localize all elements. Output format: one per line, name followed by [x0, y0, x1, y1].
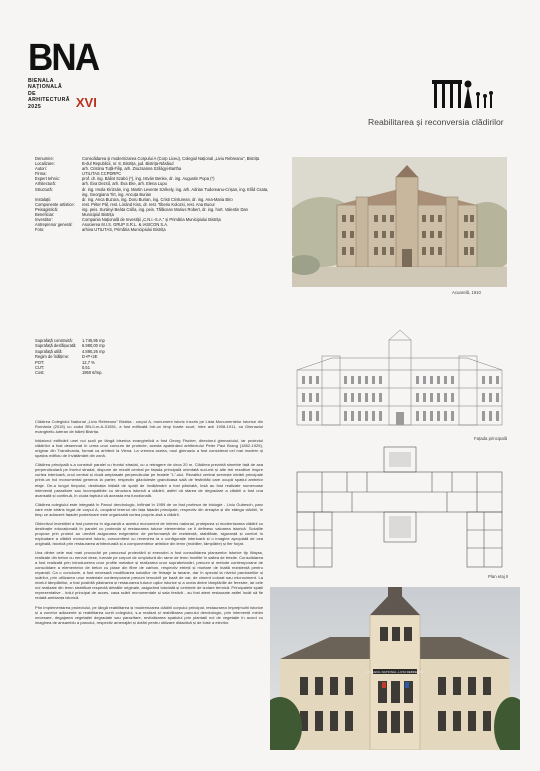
detail-key: Localizare:: [35, 161, 55, 167]
detail-value: rest. Péter Pál, rest. Lóránd Kiss, dr. rest. Tiberiu Kolozsi, rest. Ana Bucur: [82, 201, 215, 207]
stat-value: 1950 €/mp.: [82, 370, 103, 376]
facade-photo: [270, 587, 520, 750]
stat-value: 0,51: [82, 365, 90, 371]
school-sign-text: COLEGIUL NAȚIONAL „LIVIU REBREANU”: [365, 670, 425, 674]
building-silhouette-icon: [432, 76, 502, 115]
detail-value: arhiva UTILITAS, Primăria Municipiului Bistrița: [82, 227, 166, 233]
caption-facade: Fațada principală: [474, 436, 507, 441]
stat-row: [35, 370, 155, 375]
detail-key: Denumire:: [35, 156, 54, 161]
project-description: [35, 419, 263, 629]
stat-value: 4.890,26 mp: [82, 348, 105, 354]
bna-subtitle-line: DE: [28, 90, 37, 97]
detail-key: Foto:: [35, 227, 45, 233]
detail-key: Beneficiar:: [35, 212, 55, 218]
detail-key: Investitor:: [35, 217, 53, 223]
detail-key: Instalații:: [35, 196, 52, 202]
detail-value: dr. ing. Anca Buzura, ing. Doru Burian, ing. Cristi Cristurean, dr. ing. Ana-Maria Biro: [82, 196, 233, 202]
stat-key: Suprafață desfășurată:: [35, 343, 77, 349]
bna-subtitle: [28, 78, 70, 110]
caption-watercolor: Acuarelă, 1910: [452, 290, 481, 295]
detail-value: arh. Cristina Tuță-Filip, arh. Zsuzsanna Szilágyi-Bartha: [82, 166, 182, 172]
detail-key: Expert tehnic:: [35, 176, 61, 182]
edition-label: XVI: [75, 95, 97, 111]
main-facade-drawing: [292, 330, 507, 420]
stat-key: Suprafață construită:: [35, 338, 73, 343]
stat-value: 12,7 %: [82, 359, 95, 365]
detail-key: Componente artistice:: [35, 201, 75, 207]
detail-key: Arhitectură:: [35, 181, 56, 187]
project-details: [35, 156, 270, 232]
detail-key: Antreprenor general:: [35, 222, 73, 228]
detail-row: [35, 227, 270, 232]
detail-row: [35, 187, 270, 197]
detail-value: ing. peis. Surányi Beáta Csilla, ing. peis. Tălăcean Marius Robert, dr. ing. hort. Valentin Dan: [82, 206, 248, 212]
detail-key: Peisagistică:: [35, 206, 58, 212]
detail-value: arh. Éva Dezső, arh. Éva Eke, arh. Elena Lupu: [82, 181, 167, 187]
detail-value: Municipiul Bistrița: [82, 212, 114, 218]
detail-key: Firma:: [35, 171, 47, 177]
bna-logo: [28, 37, 108, 140]
bna-subtitle-line: BIENALA: [28, 78, 54, 84]
bna-subtitle-line: NAȚIONALĂ: [28, 84, 63, 91]
description-paragraph: Clădirea colegiului este integrată în Parcul dendrologic, înființat în 1959 de un fost profesor de biologie - Liviu Gubesch, parc care este strâns legat de corpul A, ocupând terenul din fața fațadei principale, respectiv din dreapta și din stânga clădirii, în timp ce adiacent fațadei posterioare este organizată curtea proprie-zisă a clădirii.: [35, 501, 263, 517]
bna-subtitle-line: ARHITECTURĂ: [28, 97, 70, 104]
description-paragraph: Obiectivul investiției a fost punerea în siguranță a acestui monument de interes național, protejarea și modernizarea clădirii cu destinație educațională în paralel cu protecția și restaurarea tuturor elementelor ce îi definesc valoarea istorică. Soluțiile propuse prin proiect au urmărit asigurarea exigențelor de performanță de rezistență, stabilitate, siguranță și confort în exploatare a clădirii monument istoric, concomitent cu revenirea la o configurație interioară și o imagine apropiată de cea originală, istorică prin restaurarea arhitecturală și a componentelor artistice din lemn (mobilier, tâmplărie) și fier forjat.: [35, 520, 263, 546]
caption-floor-plan: Plan etaj II: [488, 574, 509, 579]
stat-key: Regim de înălțime:: [35, 354, 70, 360]
detail-key: Structură:: [35, 186, 53, 192]
stat-key: Cost:: [35, 370, 45, 376]
stat-value: D+P+2E: [82, 354, 98, 360]
bna-subtitle-line: 2025: [28, 103, 42, 110]
detail-key: Autori:: [35, 166, 47, 172]
detail-value: Compania Națională de Investiții „C.N.I.-S.A.” și Primăria Municipiului Bistrița: [82, 217, 221, 223]
description-paragraph: Clădirea principală s-a construit paralel cu frontul stradal, cu o retragere de circa 20 m. Clădirea prezintă simetrie față de axa perpendiculară pe frontul stradal, dispune de rezalit central pe fațada principală orientată sud-est și alte trei rezaliturі înspre curtea interioară, unul central și două amplasate perpendicular pe brațele "L"-ului. Rezalitul central servește intrării principale printr-un hol monumental generos la parter, respectiv găzduiește grandioasa sală de festivități care ocupă spațiul ambelor etaje. De-a lungul timpului, destinația inițială de spații de învățământ a fost păstrată, însă au fost realizate numeroase intervenții parazitare sau incompatibile cu structura istorică a clădirii, astfel că starea de degradare a clădirii a fost una avansată și continuă, în ciuda faptului că aceasta era funcțională.: [35, 462, 263, 498]
bna-logo-letters: BNA: [28, 37, 99, 79]
detail-value: dr. ing. Imola Kirizsán, ing. Martin Levente Székely, ing. arh. Adrian Tudoreanu-Crișan, ing. Előd Csata, ing. Georgiana Tirt, ing. Ancuța Burian: [82, 186, 269, 197]
detail-value: Asocierea M.I.S. GRUP S.R.L. & IASICON S.A.: [82, 222, 169, 228]
stat-key: CUT:: [35, 365, 45, 371]
detail-value: B-dul Republicii, nr. 8, Bistrița, jud. Bistrița-Năsăud: [82, 161, 174, 167]
description-paragraph: Una dintre cele mai mari provocări pe parcursul proiectării și execuției a fost consolidarea planșeelor istorice tip Wayss, realizate din beton cu nervuri dese, turnate pe corpuri de umplutură din rame de lemn învelite în saltea de trestie. Consolidarea a fost realizată prin introducerea unor profile metalice și realizarea unor suprabetonări, precum și metode contemporane de consolidare a elementelor de beton cu plase din fibre de carbon, respectiv etrieții și mortare de înaltă rezistență pentru reparații. Ca o concluzie, a fost necesară modificarea soluțiilor de finisaje la tavane, dar în special la nivelul pardoselilor și scărilor, prin utilizarea unor materiale contemporane precum tencuieli pe bază de var, de ciment colorat sau microciment. La nivelul tâmplăriilor, a fost posibilă păstrarea și restaurarea tuturor uşilor istorice și a uneia dintre tâmplăriile de ferestre, iar cele noi realizate din lemn stratificat respectă detaliile originale, asigurând totodată și cerințele de izolare termică. Principalele spații reprezentative - holul principal de acces, casa scării monumentale și sala festivă - au fost atent restaurate astfel încât să fie redată ambianța istorică.: [35, 550, 263, 601]
category-label: Reabilitarea și reconversia clădirilor: [368, 117, 504, 127]
stat-value: 6.980,00 mp: [82, 343, 105, 349]
description-paragraph: Clădirea Colegiului Național „Liviu Rebreanu” Bistrița - corpul A, monument istoric înscris pe Lista Monumentelor Istorice din România (2015) cu codul BN-II-m-A-01551, a fost edificată într-un timp foarte scurt, între anii 1908-1911, ca Gimnaziul evanghelic-luteran de băieți Bistrița.: [35, 419, 263, 435]
floor-plan-drawing: [292, 442, 507, 570]
detail-value: Consolidarea și modernizarea Corpului A (Corp Liceu), Colegiul Național „Liviu Rebreanu”, Bistrița: [82, 156, 260, 161]
description-paragraph: Inițiatorul edificării unei noi școli pe lângă biserica evanghelică a fost Georg Fischer, directorul gimnaziului, iar proiectul clădirilor a fost desemnat în urma unui concurs de proiecte, acesta aparținând arhitectului Peter Paul Brang (1852-1925), originar din Transilvania, format ca arhitect la Viena. La vremea aceea, noul gimnaziu a fost considerat cel mai modern și spațios edificiu de învățământ din zonă.: [35, 438, 263, 459]
detail-value: prof. dr. ing. Bálint Szabó (*), ing. István Benke, dr. ing. Augustin Popa (*): [82, 176, 215, 182]
project-stats: [35, 338, 155, 376]
stat-value: 1.745,95 mp: [82, 338, 105, 343]
stat-key: Suprafață utilă:: [35, 348, 63, 354]
detail-value: UTILITAS CCPDRPC: [82, 171, 122, 177]
description-paragraph: Prin implementarea proiectului, pe lângă reabilitarea și modernizarea clădirii corpului principal, restaurarea împrejmuirii istorice și a zonelor adiacente și reabilitarea curții colegiului, s-a realizat și reabilitarea parcului dendrologic, prin intervenții minim necesare, degajarea vegetației degradate sau parazitare, revitalizarea spațiului prin plantații noi de vegetație în acord cu imaginea de ansamblu a parcului, respectiv amenajări și dotări pentru utilizare didactică și de loisir a elevilor.: [35, 604, 263, 625]
stat-key: POT:: [35, 359, 45, 365]
watercolor-1910-image: [292, 157, 507, 287]
